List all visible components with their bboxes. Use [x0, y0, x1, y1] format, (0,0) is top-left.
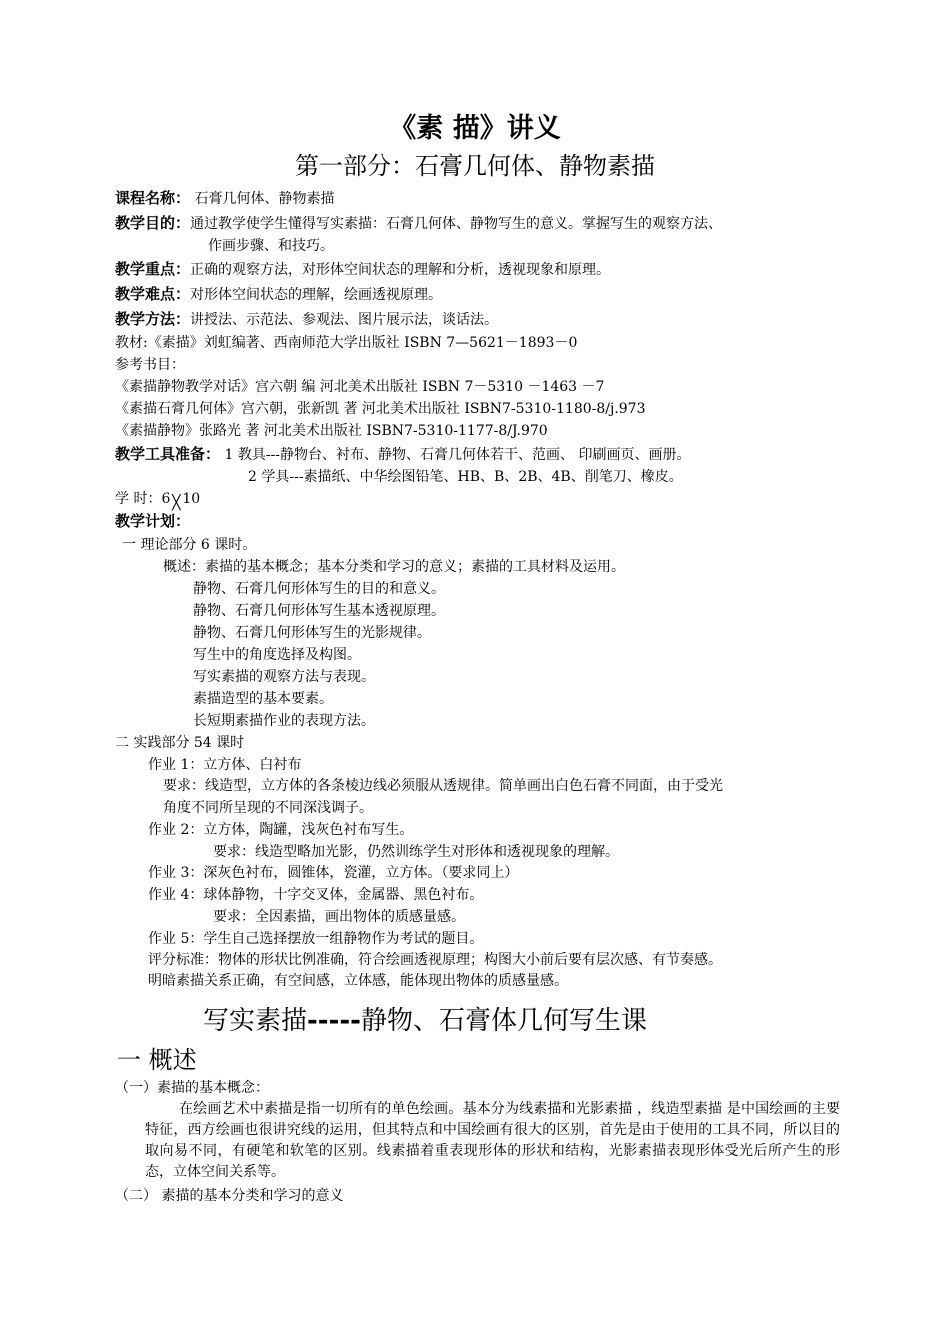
goal-line2: 作画步骤、和技巧。 — [208, 238, 334, 254]
course-name-value: 石膏几何体、静物素描 — [190, 191, 335, 207]
reference-3: 《素描静物》张路光 著 河北美术出版社 ISBN7-5310-1177-8/J.970 — [115, 423, 548, 439]
theory-item: 写生中的角度选择及构图。 — [193, 647, 361, 663]
reference-2: 《素描石膏几何体》宫六朝，张新凯 著 河北美术出版社 ISBN7-5310-1180-8/j.973 — [115, 401, 646, 417]
document-subtitle: 第一部分：石膏几何体、静物素描 — [295, 152, 655, 180]
overview-heading: 一 概述 — [117, 1046, 197, 1074]
section-heading-part2: 静物、石膏体几何写生课 — [360, 1006, 647, 1036]
homework-2-requirement: 要求：线造型略加光影，仍然训练学生对形体和透视现象的理解。 — [213, 844, 619, 860]
tools-row — [115, 444, 690, 465]
grading-criteria-cont: 明暗素描关系正确，有空间感，立体感，能体现出物体的质感量感。 — [148, 973, 568, 989]
homework-3: 作业 3：深灰色衬布，圆锥体，瓷灌，立方体。（要求同上） — [148, 865, 519, 881]
method-label: 教学方法： — [115, 310, 191, 328]
hours-value: 10 — [182, 491, 201, 507]
homework-1: 作业 1：立方体、白衬布 — [148, 757, 302, 773]
difficulty-value: 对形体空间状态的理解，绘画透视原理。 — [190, 287, 443, 303]
theory-item: 写实素描的观察方法与表现。 — [193, 669, 375, 685]
homework-4: 作业 4：球体静物，十字交叉体，金属器、黑色衬布。 — [148, 887, 484, 903]
tools-line2: 2 学具---素描纸、中华绘图铅笔、HB、B、2B、4B、削笔刀、橡皮。 — [248, 469, 683, 485]
key-value: 正确的观察方法，对形体空间状态的理解和分析，透视现象和原理。 — [190, 262, 611, 278]
section-heading-dashes: ----- — [307, 1006, 361, 1036]
goal-line1: 通过教学使学生懂得写实素描：石膏几何体、静物写生的意义。掌握写生的观察方法、 — [190, 216, 723, 232]
theory-item: 概述：素描的基本概念；基本分类和学习的意义；素描的工具材料及运用。 — [163, 559, 625, 575]
theory-item: 静物、石膏几何形体写生基本透视原理。 — [193, 603, 445, 619]
hours-label: 学 时：6 — [115, 491, 171, 507]
difficulty-label: 教学难点： — [115, 285, 191, 303]
section-heading-part1: 写实素描 — [203, 1006, 308, 1036]
method-value: 讲授法、示范法、参观法、图片展示法，谈话法。 — [190, 312, 499, 328]
homework-5: 作业 5：学生自己选择摆放一组静物作为考试的题目。 — [148, 931, 484, 947]
goal-row — [115, 213, 722, 234]
textbook: 教材:《素描》刘虹编著、西南师范大学出版社 ISBN 7—5621－1893－0 — [115, 335, 578, 351]
homework-1-requirement: 要求：线造型，立方体的各条棱边线必须服从透规律。简单画出白色石膏不同面，由于受光 — [163, 778, 723, 794]
difficulty-row — [115, 284, 442, 305]
plan-label: 教学计划： — [115, 512, 191, 530]
theory-item: 素描造型的基本要素。 — [193, 691, 333, 707]
subsection-2: （二） 素描的基本分类和学习的意义 — [115, 1188, 344, 1204]
homework-2: 作业 2：立方体，陶罐，浅灰色衬布写生。 — [148, 822, 414, 838]
key-row — [115, 259, 610, 280]
method-row — [115, 309, 498, 330]
tools-label: 教学工具准备： — [115, 445, 221, 463]
course-name-row — [115, 188, 334, 209]
section-heading — [203, 1000, 647, 1037]
homework-1-requirement-cont: 角度不同所呈现的不同深浅调子。 — [163, 800, 373, 816]
theory-item: 长短期素描作业的表现方法。 — [193, 713, 375, 729]
tools-line1: 1 教具---静物台、衬布、静物、石膏几何体若干、范画、 印刷画页、画册。 — [220, 447, 691, 463]
theory-item: 静物、石膏几何形体写生的目的和意义。 — [193, 581, 445, 597]
multiply-icon: ╳ — [172, 495, 181, 511]
course-name-label: 课程名称： — [115, 189, 191, 207]
document-title: 《素 描》讲义 — [389, 113, 561, 144]
goal-label: 教学目的： — [115, 214, 191, 232]
theory-item: 静物、石膏几何形体写生的光影规律。 — [193, 625, 431, 641]
grading-criteria: 评分标准：物体的形状比例准确，符合绘画透视原理；构图大小前后要有层次感、有节奏感。 — [148, 952, 722, 968]
practice-head: 二 实践部分 54 课时 — [115, 735, 245, 751]
hours-row — [115, 489, 200, 509]
subsection-1: （一）素描的基本概念： — [115, 1080, 269, 1096]
theory-head: 一 理论部分 6 课时。 — [122, 537, 257, 553]
refs-label: 参考书目： — [115, 357, 185, 373]
homework-4-requirement: 要求：全因素描，画出物体的质感量感。 — [213, 909, 465, 925]
key-label: 教学重点： — [115, 260, 191, 278]
reference-1: 《素描静物教学对话》宫六朝 编 河北美术出版社 ISBN 7－5310 －1463 －7 — [115, 379, 605, 395]
intro-paragraph: 在绘画艺术中素描是指一切所有的单色绘画。基本分为线素描和光影素描 ，线造型素描 是中国绘画的主要特征，西方绘画也很讲究线的运用，但其特点和中国绘画有很大的区别，首先是由于使用的工具不同，所以目的取向易不同，有硬笔和软笔的区别。线素描着重表现形体的形状和结构，光影素描表现形体受光后所产生的形态，立体空间关系等。 — [145, 1101, 840, 1180]
